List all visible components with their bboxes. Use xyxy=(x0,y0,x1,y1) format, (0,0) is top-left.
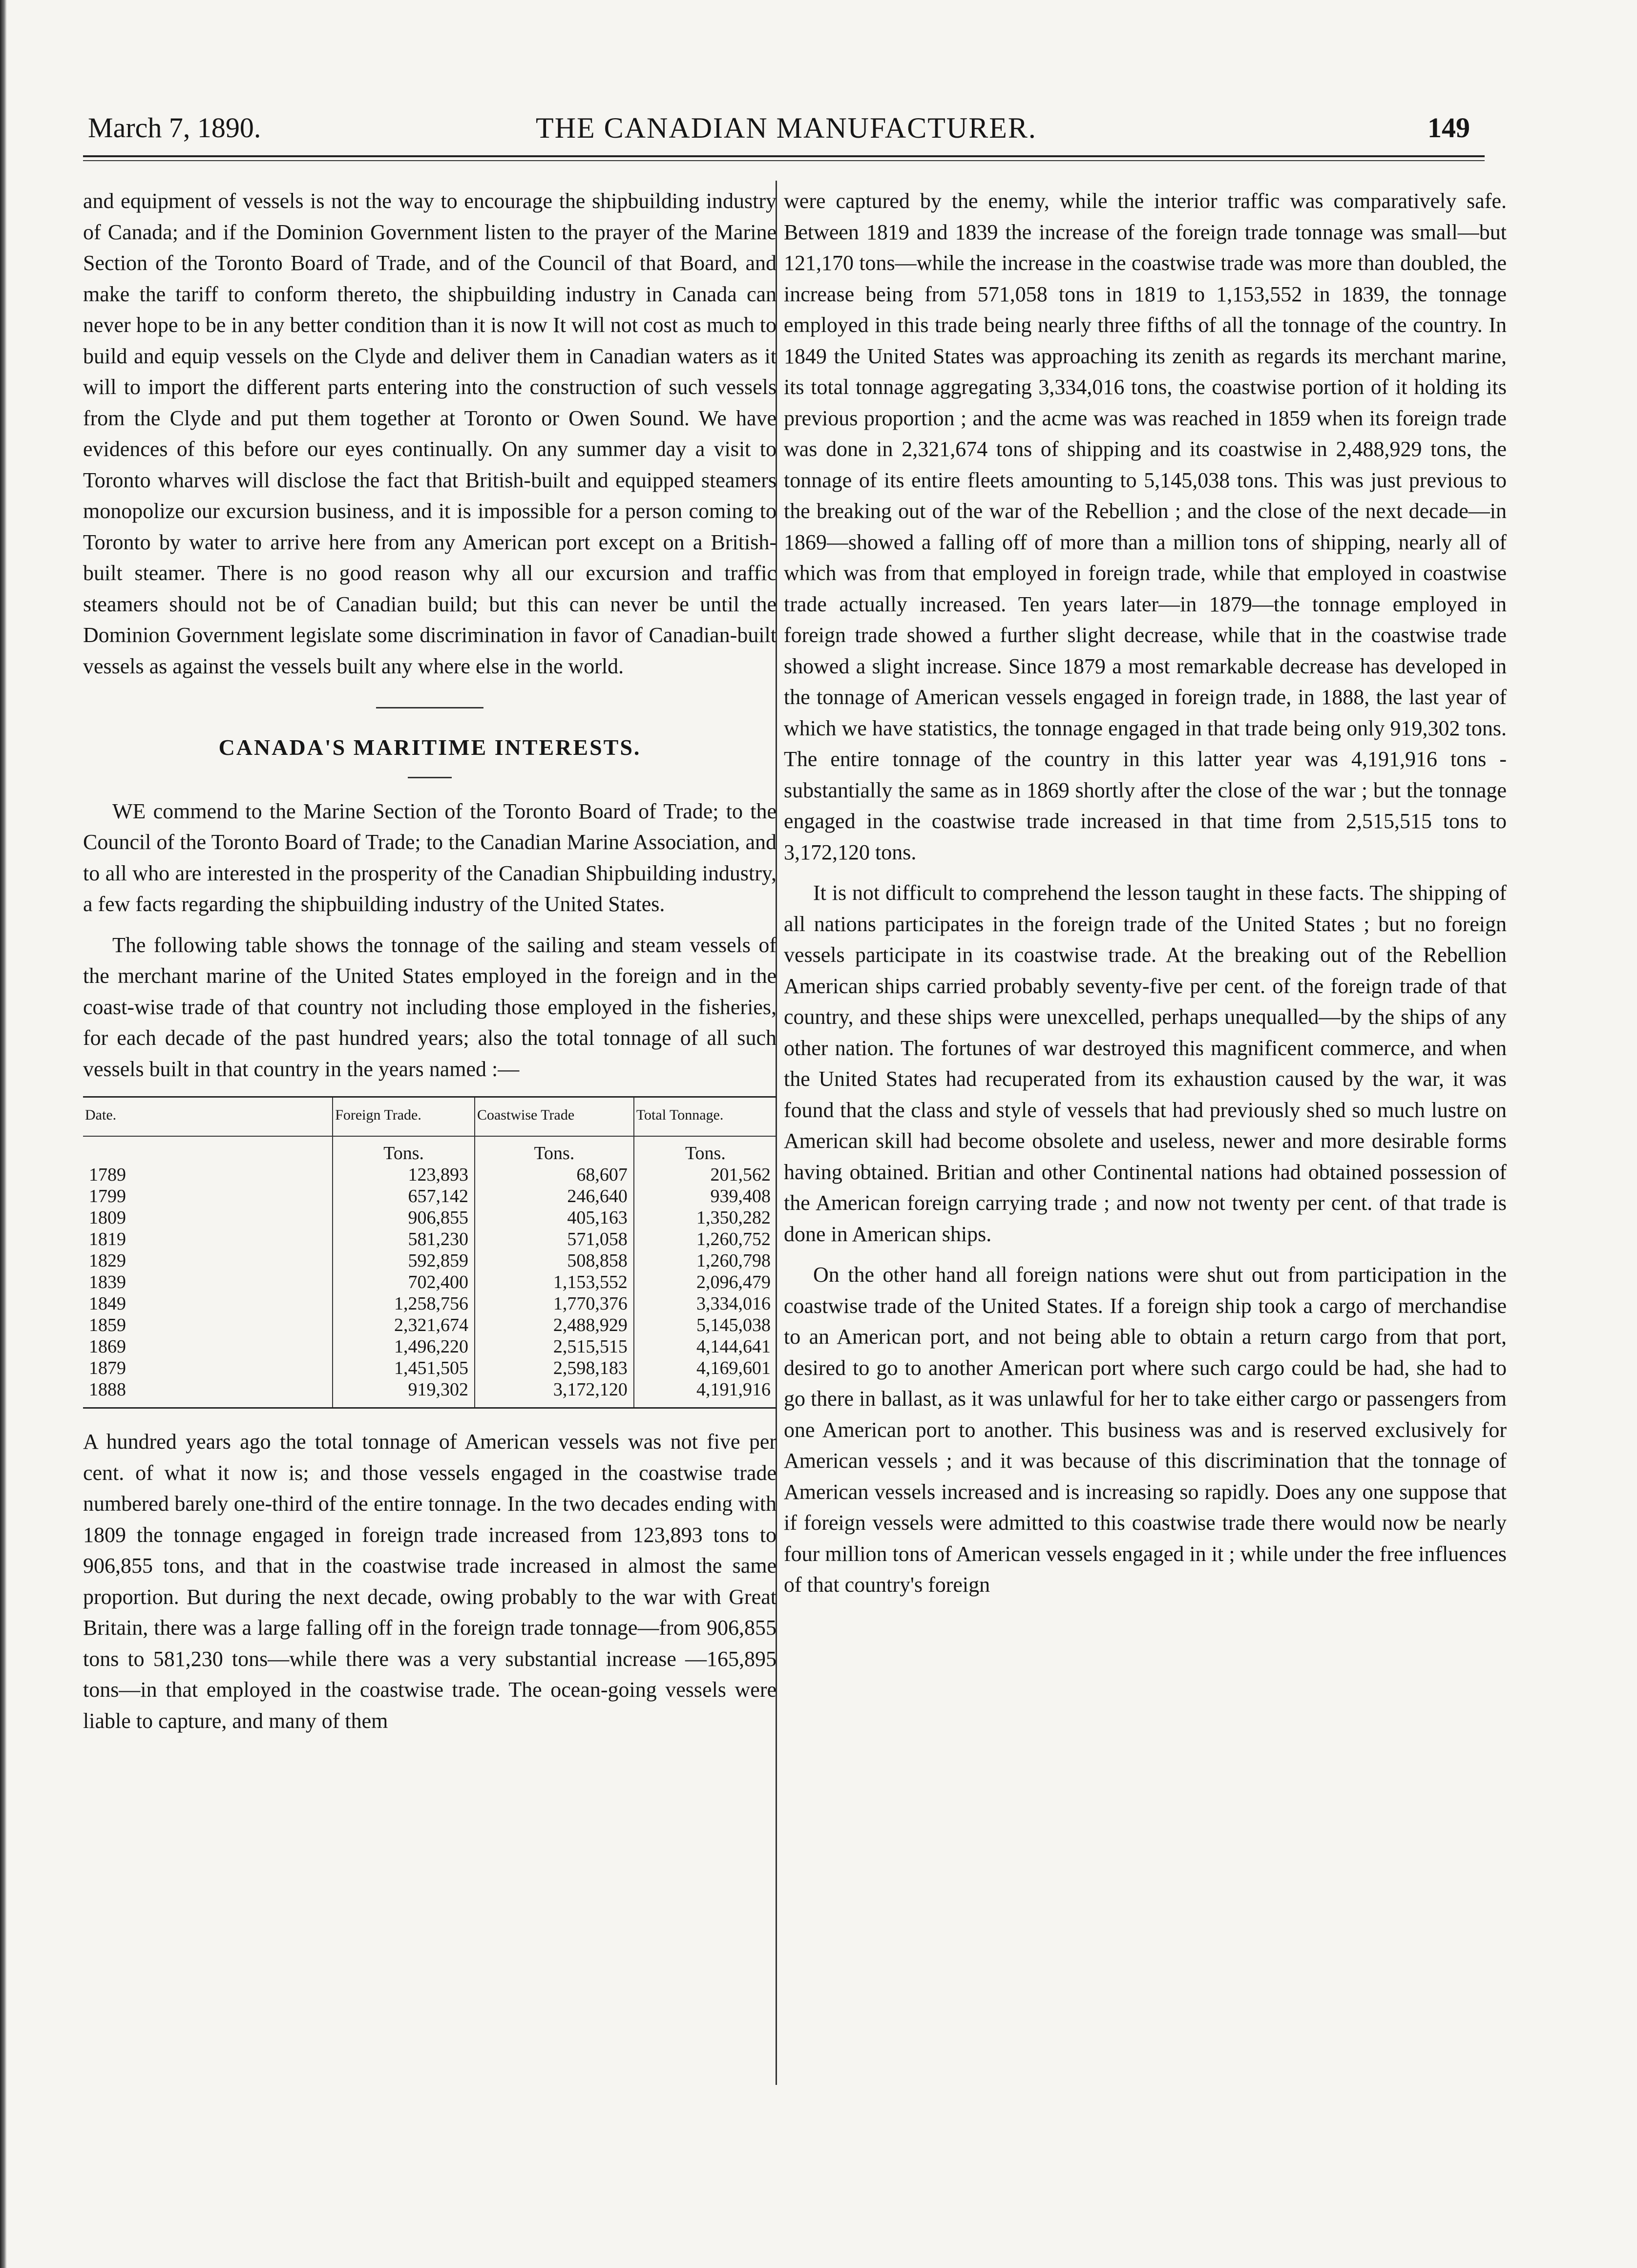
page-number: 149 xyxy=(1427,112,1470,144)
foreign-trade-cell: 592,859 xyxy=(333,1250,475,1271)
total-tonnage-cell: 4,169,601 xyxy=(634,1357,777,1379)
table-row xyxy=(83,1228,777,1250)
foreign-trade-cell: 2,321,674 xyxy=(333,1314,475,1336)
table-row xyxy=(83,1357,777,1379)
year-cell: 1859 xyxy=(89,1315,126,1335)
table-row xyxy=(83,1293,777,1314)
total-tonnage-cell: 201,562 xyxy=(634,1164,777,1186)
article-paragraph: On the other hand all foreign nations were shut out from participation in the coastwise trade of the United States. If a foreign ship took a cargo of merchandise to an American port, and not being able to obtain a return cargo from that port, desired to go to another American port where such cargo could be had, she had to go there in ballast, as it was unlawful for her to take either cargo or passengers from one American port to another. This business was and is reserved exclusively for American vessels ; and it was because of this discrimination that the tonnage of American vessels increased and is increasing so rapidly. Does any one suppose that if foreign vessels were admitted to this coastwise trade there would now be nearly four million tons of American vessels engaged in it ; while under the free influences of that country's foreign xyxy=(784,1263,1507,1597)
header-coastwise-trade: Coastwise Trade xyxy=(475,1098,634,1136)
units-cell: Tons. xyxy=(333,1136,475,1164)
heading-underline xyxy=(408,777,452,778)
total-tonnage-cell: 1,260,752 xyxy=(634,1228,777,1250)
year-cell: 1849 xyxy=(89,1293,126,1314)
total-tonnage-cell: 1,260,798 xyxy=(634,1250,777,1271)
total-tonnage-cell: 1,350,282 xyxy=(634,1207,777,1228)
coastwise-trade-cell: 2,598,183 xyxy=(475,1357,634,1379)
left-column xyxy=(83,186,777,1736)
coastwise-trade-cell: 246,640 xyxy=(475,1186,634,1207)
table-row xyxy=(83,1186,777,1207)
year-cell: 1879 xyxy=(89,1358,126,1378)
foreign-trade-cell: 919,302 xyxy=(333,1379,475,1407)
article-paragraph: were captured by the enemy, while the interior traffic was comparatively safe. Between 1819 and 1839 the increase of the foreign trade tonnage was small—but 121,170 tons—while the increase in the coastwise trade was more than doubled, the increase being from 571,058 tons in 1819 to 1,153,552 in 1839, the tonnage employed in this trade being nearly three fifths of all the tonnage of the country. In 1849 the United States was approaching its zenith as regards its merchant marine, its total tonnage aggregating 3,334,016 tons, the coastwise portion of it holding its previous proportion ; and the acme was was reached in 1859 when its foreign trade was done in 2,321,674 tons of shipping and its coastwise in 2,488,929 tons, the tonnage of its entire fleets amounting to 5,145,038 tons. This was just previous to the breaking out of the war of the Rebellion ; and the close of the next decade—in 1869—showed a falling off of more than a million tons of shipping, nearly all of which was from that employed in foreign trade, while that employed in coastwise trade actually increased. Ten years later—in 1879—the tonnage employed in foreign trade showed a further slight decrease, while that in the coastwise trade showed a slight increase. Since 1879 a most remarkable decrease has developed in the tonnage of American vessels engaged in foreign trade, in 1888, the last year of which we have statistics, the tonnage engaged in that trade being only 919,302 tons. The entire tonnage of the country in this latter year was 4,191,916 tons - substantially the same as in 1869 shortly after the close of the war ; but the tonnage engaged in the coastwise trade increased in that time from 2,515,515 tons to 3,172,120 tons. xyxy=(784,189,1507,864)
right-column xyxy=(784,186,1507,1601)
units-row xyxy=(83,1136,777,1164)
year-cell: 1819 xyxy=(89,1229,126,1249)
foreign-trade-cell: 657,142 xyxy=(333,1186,475,1207)
table-row xyxy=(83,1314,777,1336)
table-row xyxy=(83,1250,777,1271)
total-tonnage-cell: 3,334,016 xyxy=(634,1293,777,1314)
total-tonnage-cell: 939,408 xyxy=(634,1186,777,1207)
foreign-trade-cell: 1,451,505 xyxy=(333,1357,475,1379)
year-cell: 1888 xyxy=(89,1379,126,1400)
year-cell: 1799 xyxy=(89,1186,126,1207)
coastwise-trade-cell: 571,058 xyxy=(475,1228,634,1250)
total-tonnage-cell: 2,096,479 xyxy=(634,1271,777,1293)
coastwise-trade-cell: 3,172,120 xyxy=(475,1379,634,1407)
article-continuation-paragraph: and equipment of vessels is not the way to encourage the shipbuilding industry of Canada; and if the Dominion Government listen to the prayer of the Marine Section of the Toronto Board of Trade, and of the Council of that Board, and make the tariff to conform thereto, the shipbuilding industry in Canada can never hope to be in any better condition than it is now It will not cost as much to build and equip vessels on the Clyde and deliver them in Canadian waters as it will to import the different parts entering into the construction of such vessels from the Clyde and put them together at Toronto or Owen Sound. We have evidences of this before our eyes continually. On any summer day a visit to Toronto wharves will disclose the fact that British-built and equipped steamers monopolize our excursion business, and it is impossible for a person coming to Toronto by water to arrive here from any American port except on a British-built steamer. There is no good reason why all our excursion and traffic steamers should not be of Canadian build; but this can never be until the Dominion Government legislate some discrimination in favor of Canadian-built vessels as against the vessels built any where else in the world. xyxy=(83,189,777,678)
coastwise-trade-cell: 68,607 xyxy=(475,1164,634,1186)
article-paragraph: WE commend to the Marine Section of the Toronto Board of Trade; to the Council of the Toronto Board of Trade; to the Canadian Marine Association, and to all who are interested in the prosperity of the Canadian Shipbuilding industry, a few facts regarding the shipbuilding industry of the United States. xyxy=(83,799,777,916)
section-separator xyxy=(376,707,483,708)
foreign-trade-cell: 1,496,220 xyxy=(333,1336,475,1357)
article-paragraph: A hundred years ago the total tonnage of American vessels was not five per cent. of what it now is; and those vessels engaged in the coastwise trade numbered barely one-third of the entire tonnage. In the two decades ending with 1809 the tonnage engaged in foreign trade increased from 123,893 tons to 906,855 tons, and that in the coastwise trade increased in almost the same proportion. But during the next decade, owing probably to the war with Great Britain, there was a large falling off in the foreign trade tonnage—from 906,855 tons to 581,230 tons—while there was a very substantial increase —165,895 tons—in that employed in the coastwise trade. The ocean-going vessels were liable to capture, and many of them xyxy=(83,1430,777,1733)
table-row xyxy=(83,1379,777,1407)
total-tonnage-cell: 5,145,038 xyxy=(634,1314,777,1336)
header-rule xyxy=(83,155,1485,157)
publication-title: THE CANADIAN MANUFACTURER. xyxy=(536,112,1037,144)
foreign-trade-cell: 1,258,756 xyxy=(333,1293,475,1314)
table-row xyxy=(83,1271,777,1293)
year-cell: 1809 xyxy=(89,1207,126,1228)
foreign-trade-cell: 702,400 xyxy=(333,1271,475,1293)
year-cell: 1869 xyxy=(89,1336,126,1357)
units-cell: Tons. xyxy=(475,1136,634,1164)
total-tonnage-cell: 4,144,641 xyxy=(634,1336,777,1357)
coastwise-trade-cell: 405,163 xyxy=(475,1207,634,1228)
article-paragraph: The following table shows the tonnage of the sailing and steam vessels of the merchant marine of the United States employed in the foreign and in the coast-wise trade of that country not including those employed in the fisheries, for each decade of the past hundred years; also the total tonnage of all such vessels built in that country in the years named :— xyxy=(83,933,777,1081)
header-rule-thin xyxy=(83,160,1485,161)
tonnage-table xyxy=(83,1098,777,1407)
coastwise-trade-cell: 508,858 xyxy=(475,1250,634,1271)
total-tonnage-cell: 4,191,916 xyxy=(634,1379,777,1407)
table-bottom-rule xyxy=(83,1407,777,1409)
year-cell: 1839 xyxy=(89,1272,126,1292)
section-heading: CANADA'S MARITIME INTERESTS. xyxy=(218,735,641,760)
page-binding-edge xyxy=(0,0,7,2268)
foreign-trade-cell: 906,855 xyxy=(333,1207,475,1228)
units-cell: Tons. xyxy=(634,1136,777,1164)
page-header xyxy=(83,98,1490,151)
issue-date: March 7, 1890. xyxy=(88,112,261,144)
coastwise-trade-cell: 2,515,515 xyxy=(475,1336,634,1357)
foreign-trade-cell: 581,230 xyxy=(333,1228,475,1250)
foreign-trade-cell: 123,893 xyxy=(333,1164,475,1186)
year-cell: 1829 xyxy=(89,1250,126,1271)
coastwise-trade-cell: 1,770,376 xyxy=(475,1293,634,1314)
table-header-row xyxy=(83,1098,777,1136)
header-foreign-trade: Foreign Trade. xyxy=(333,1098,475,1136)
table-row xyxy=(83,1164,777,1186)
header-total-tonnage: Total Tonnage. xyxy=(634,1098,777,1136)
year-cell: 1789 xyxy=(89,1165,126,1185)
article-paragraph: It is not difficult to comprehend the lesson taught in these facts. The shipping of all nations participates in the foreign trade of the United States ; but no foreign vessels participate in its coastwise trade. At the breaking out of the Rebellion American ships carried probably seventy-five per cent. of the foreign trade of that country, and these ships were unexcelled, perhaps unequalled—by the ships of any other nation. The fortunes of war destroyed this magnificent commerce, and when the United States had recuperated from its exhaustion caused by the war, it was found that the class and style of vessels that had previously shed so much lustre on American skill had become obsolete and useless, newer and more desirable forms having obtained. Britian and other Continental nations had obtained possession of the American foreign carrying trade ; and now not twenty per cent. of that trade is done in American ships. xyxy=(784,881,1507,1246)
table-body xyxy=(83,1136,777,1407)
coastwise-trade-cell: 2,488,929 xyxy=(475,1314,634,1336)
header-date: Date. xyxy=(83,1098,333,1136)
table-row xyxy=(83,1336,777,1357)
units-cell xyxy=(83,1136,333,1164)
coastwise-trade-cell: 1,153,552 xyxy=(475,1271,634,1293)
table-row xyxy=(83,1207,777,1228)
